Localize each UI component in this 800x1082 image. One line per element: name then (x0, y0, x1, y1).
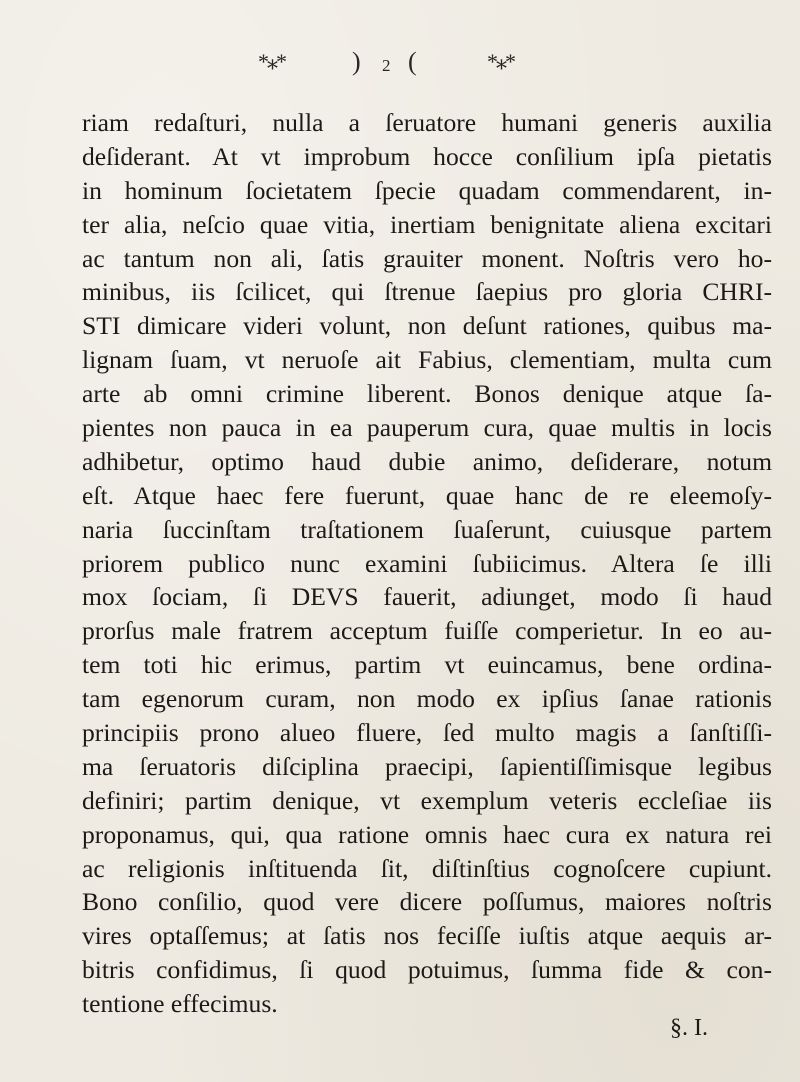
body-text (82, 106, 772, 1021)
text-line: STI dimicare videri volunt, non deſunt rationes, quibus ma- (82, 311, 772, 341)
text-line: minibus, iis ſcilicet, qui ſtrenue ſaepius pro gloria CHRI- (82, 277, 772, 307)
page-number-bracket-right: ( (408, 47, 417, 76)
text-line: ma ſeruatoris diſciplina praecipi, ſapientiſſimisque legibus (82, 751, 772, 781)
asterism-ornament-right: *⁎* (487, 49, 514, 74)
text-line: ac tantum non ali, ſatis grauiter monent. Noſtris vero ho- (82, 243, 772, 273)
catchword: §. I. (670, 1015, 708, 1041)
text-line: tem toti hic erimus, partim vt euincamus, bene ordina- (82, 650, 772, 680)
text-line: arte ab omni crimine liberent. Bonos denique atque ſa- (82, 379, 772, 409)
text-line: prorſus male fratrem acceptum fuiſſe comperietur. In eo au- (82, 616, 772, 646)
text-line: ac religionis inſtituenda ſit, diſtinſtius cognoſcere cupiunt. (82, 853, 772, 883)
text-line: naria ſuccinſtam traſtationem ſuaſerunt, cuiusque partem (82, 514, 772, 544)
text-line: adhibetur, optimo haud dubie animo, deſiderare, notum (82, 446, 772, 476)
text-line: ter alia, neſcio quae vitia, inertiam benignitate aliena excitari (82, 209, 772, 239)
text-line: riam redaſturi, nulla a ſeruatore humani generis auxilia (82, 108, 772, 137)
text-line: mox ſociam, ſi DEVS fauerit, adiunget, modo ſi haud (82, 582, 772, 612)
text-line: in hominum ſocietatem ſpecie quadam commendarent, in- (82, 175, 772, 205)
text-line-final: tentione effecimus. (82, 989, 278, 1019)
text-line: pientes non pauca in ea pauperum cura, quae multis in locis (82, 413, 772, 443)
text-line: proponamus, qui, qua ratione omnis haec cura ex natura rei (82, 819, 772, 849)
text-line: tam egenorum curam, non modo ex ipſius ſanae rationis (82, 684, 772, 714)
text-line: vires optaſſemus; at ſatis nos feciſſe iuſtis atque aequis ar- (82, 921, 772, 951)
text-line: bitris confidimus, ſi quod potuimus, ſumma fide & con- (82, 955, 772, 985)
asterism-ornament-left: *⁎* (258, 49, 285, 74)
text-line: principiis prono alueo fluere, ſed multo magis a ſanſtiſſi- (82, 718, 772, 748)
text-line: priorem publico nunc examini ſubiicimus. Altera ſe illi (82, 548, 772, 578)
page-number: 2 (382, 56, 391, 75)
text-line: definiri; partim denique, vt exemplum veteris eccleſiae iis (82, 785, 772, 815)
text-line: eſt. Atque haec fere fuerunt, quae hanc de re eleemoſy- (82, 480, 772, 510)
text-line: lignam ſuam, vt neruoſe ait Fabius, clementiam, multa cum (82, 345, 772, 375)
page-header (0, 42, 800, 82)
text-line: deſiderant. At vt improbum hocce conſilium ipſa pietatis (82, 141, 772, 171)
page-number-bracket-left: ) (352, 47, 361, 76)
text-line: Bono conſilio, quod vere dicere poſſumus, maiores noſtris (82, 887, 772, 917)
